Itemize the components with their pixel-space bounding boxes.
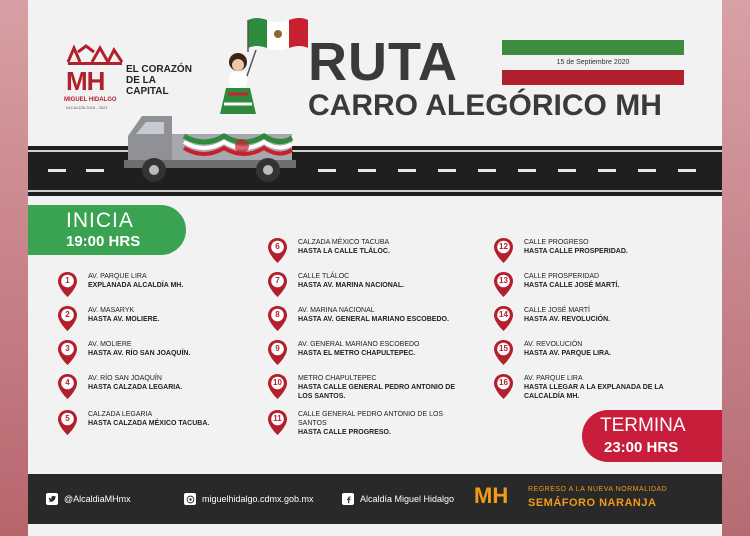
stop-from: CALLE PROGRESO (524, 239, 589, 246)
end-badge (582, 410, 722, 462)
stop-to: HASTA AV. GENERAL MARIANO ESCOBEDO. (298, 316, 449, 323)
route-poster (28, 0, 722, 536)
map-pin-icon (494, 238, 513, 263)
stop-number: 4 (65, 378, 70, 387)
road-dash (678, 169, 696, 172)
road-dash (358, 169, 376, 172)
road-dash (558, 169, 576, 172)
stop-from: AV. MARINA NACIONAL (298, 307, 375, 314)
route-stop (494, 374, 674, 401)
route-stop (494, 306, 674, 331)
footer-brand-line1: REGRESO A LA NUEVA NORMALIDAD (528, 486, 668, 493)
stop-text (88, 272, 238, 290)
map-pin-icon (58, 340, 77, 365)
stop-number: 9 (275, 344, 280, 353)
map-pin-icon (268, 340, 287, 365)
stop-number: 11 (273, 414, 282, 423)
stop-to: HASTA AV. PARQUE LIRA. (524, 350, 612, 357)
stop-number: 10 (273, 378, 282, 387)
road-dash (398, 169, 416, 172)
stop-text (88, 306, 238, 324)
stop-from: CALZADA MÉXICO TACUBA (298, 239, 390, 246)
road-dash (318, 169, 336, 172)
map-pin-icon (268, 410, 287, 435)
route-stop (58, 272, 238, 297)
start-label: INICIA (66, 209, 134, 232)
stop-from: CALLE TLÁLOC (298, 273, 350, 280)
map-pin-icon (58, 374, 77, 399)
stop-to: HASTA EL METRO CHAPULTEPEC. (298, 350, 416, 357)
stop-text (524, 340, 674, 358)
route-stop (58, 374, 238, 399)
stop-from: AV. MASARYK (88, 307, 135, 314)
stop-from: CALLE GENERAL PEDRO ANTONIO DE LOS SANTOS (298, 411, 444, 427)
stop-from: AV. GENERAL MARIANO ESCOBEDO (298, 341, 420, 348)
route-stop (268, 306, 468, 331)
stop-text (88, 410, 238, 428)
red-band (502, 70, 684, 85)
stop-text (298, 306, 468, 324)
road-dash (598, 169, 616, 172)
start-badge (28, 205, 186, 255)
route-stop (268, 374, 468, 401)
stop-from: AV. MOLIERE (88, 341, 132, 348)
map-pin-icon (268, 306, 287, 331)
logo-name: MIGUEL HIDALGO (64, 97, 117, 103)
stop-to: HASTA AV. RÍO SAN JOAQUÍN. (88, 350, 191, 357)
end-label: TERMINA (600, 415, 686, 436)
stop-to: EXPLANADA ALCALDÍA MH. (88, 282, 184, 289)
stop-number: 7 (275, 276, 280, 285)
map-pin-icon (494, 374, 513, 399)
road-edge-line (28, 190, 722, 192)
stop-number: 16 (499, 378, 508, 387)
route-stop (268, 238, 468, 263)
stop-number: 12 (499, 242, 508, 251)
road-dash (438, 169, 456, 172)
background-right-edge (722, 0, 750, 536)
map-pin-icon (268, 374, 287, 399)
stop-to: HASTA CALLE GENERAL PEDRO ANTONIO DE LOS SANTOS. (298, 384, 455, 400)
stop-text (298, 374, 468, 401)
page-subtitle: CARRO ALEGÓRICO MH (308, 89, 662, 122)
stop-number: 8 (275, 310, 280, 319)
stop-from: AV. RÍO SAN JOAQUÍN (88, 375, 162, 382)
website-link[interactable] (184, 474, 314, 524)
stop-to: HASTA CALLE PROSPERIDAD. (524, 248, 628, 255)
stop-number: 13 (499, 276, 508, 285)
twitter-link[interactable] (46, 474, 131, 524)
stop-to: HASTA AV. REVOLUCIÓN. (524, 316, 611, 323)
route-stop (268, 410, 468, 437)
route-stop (268, 272, 468, 297)
mexican-flag-icon (246, 14, 310, 52)
map-pin-icon (268, 238, 287, 263)
twitter-icon (46, 493, 58, 505)
stop-text (524, 272, 674, 290)
end-time: 23:00 HRS (604, 439, 679, 456)
stop-text (88, 374, 238, 392)
footer-brand-line2: SEMÁFORO NARANJA (528, 497, 657, 509)
stop-to: HASTA AV. MOLIERE. (88, 316, 160, 323)
stop-number: 1 (65, 276, 70, 285)
route-stop (58, 306, 238, 331)
route-stop (494, 340, 674, 365)
facebook-icon (342, 493, 354, 505)
logo-glyph-icon (64, 42, 124, 68)
stop-from: AV. REVOLUCIÓN (524, 341, 583, 348)
stop-number: 2 (65, 310, 70, 319)
road-dash (518, 169, 536, 172)
stop-to: HASTA LLEGAR A LA EXPLANADA DE LA CALCALDÍA MH. (524, 384, 664, 400)
truck-illustration (124, 96, 299, 186)
stop-text (88, 340, 238, 358)
facebook-link[interactable] (342, 474, 454, 524)
map-pin-icon (494, 340, 513, 365)
road-dash (478, 169, 496, 172)
road-dash (638, 169, 656, 172)
stop-text (524, 238, 674, 256)
stop-to: HASTA CALLE PROGRESO. (298, 429, 391, 436)
stop-to: HASTA CALZADA LEGARIA. (88, 384, 183, 391)
web-icon (184, 493, 196, 505)
stop-from: METRO CHAPULTEPEC (298, 375, 377, 382)
map-pin-icon (494, 272, 513, 297)
map-pin-icon (58, 272, 77, 297)
stop-to: HASTA CALLE JOSÉ MARTÍ. (524, 282, 620, 289)
footer-brand-logo: MH (474, 483, 509, 508)
stop-number: 6 (275, 242, 280, 251)
road-dash (48, 169, 66, 172)
stop-text (298, 410, 468, 437)
map-pin-icon (58, 306, 77, 331)
stop-to: HASTA LA CALLE TLÁLOC. (298, 248, 390, 255)
route-stop (494, 238, 674, 263)
stop-number: 15 (499, 344, 508, 353)
stop-text (524, 306, 674, 324)
stop-number: 3 (65, 344, 70, 353)
route-stop (58, 340, 238, 365)
green-band (502, 40, 684, 55)
background-left-edge (0, 0, 28, 536)
stop-from: AV. PARQUE LIRA (88, 273, 147, 280)
stop-from: AV. PARQUE LIRA (524, 375, 583, 382)
logo-tagline: ALCALDÍA 2018 - 2021 (66, 105, 108, 110)
road-dash (86, 169, 104, 172)
stop-from: CALZADA LEGARIA (88, 411, 153, 418)
route-stop (268, 340, 468, 365)
route-stop (58, 410, 238, 435)
stop-number: 5 (65, 414, 70, 423)
logo-text: MH (66, 66, 105, 96)
stop-text (524, 374, 674, 401)
map-pin-icon (494, 306, 513, 331)
facebook-page: Alcaldía Miguel Hidalgo (360, 494, 455, 504)
stop-to: HASTA CALZADA MÉXICO TACUBA. (88, 420, 210, 427)
route-stop (494, 272, 674, 297)
stop-text (298, 238, 468, 256)
footer-bar (28, 474, 722, 524)
stop-number: 14 (499, 310, 508, 319)
start-time: 19:00 HRS (66, 233, 141, 250)
stop-to: HASTA AV. MARINA NACIONAL. (298, 282, 405, 289)
twitter-handle: @AlcaldiaMHmx (64, 494, 131, 504)
website-url: miguelhidalgo.cdmx.gob.mx (202, 494, 314, 504)
event-date: 15 de Septiembre 2020 (556, 59, 630, 66)
slogan: EL CORAZÓN DE LA CAPITAL (126, 64, 192, 97)
stop-text (298, 272, 468, 290)
stop-from: CALLE PROSPERIDAD (524, 273, 600, 280)
map-pin-icon (58, 410, 77, 435)
stop-text (298, 340, 468, 358)
page-title: RUTA (308, 32, 458, 92)
stop-from: CALLE JOSÉ MARTÍ (524, 307, 591, 314)
map-pin-icon (268, 272, 287, 297)
